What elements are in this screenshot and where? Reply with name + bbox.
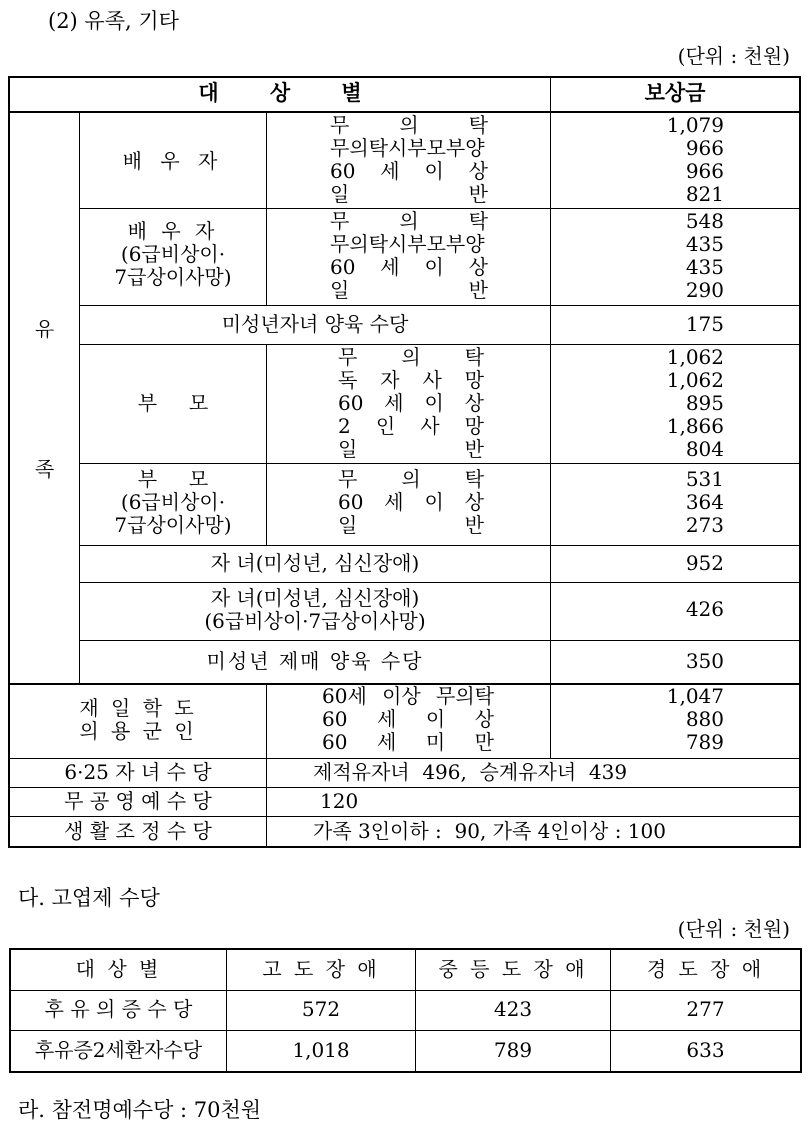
parents-low-label: 부 모 (6급비상이· 7급상이사망) <box>114 467 232 537</box>
list-item: 60 세 이 상 <box>330 255 488 279</box>
list-item: 60 세 이 상 <box>322 707 494 731</box>
table2-cell: 633 <box>686 1038 725 1062</box>
list-item: 60세 이상 무의탁 <box>322 684 494 708</box>
unit-label-1: (단위 : 천원) <box>677 44 790 68</box>
value-cell: 273 <box>685 513 724 537</box>
list-item: 일 반 <box>338 513 484 537</box>
table2-cell: 423 <box>493 997 533 1021</box>
table2-cell: 789 <box>493 1038 533 1062</box>
minor-sibling-value: 350 <box>685 649 724 673</box>
korean-war-children-label: 6·25 자 녀 수 당 <box>64 760 212 784</box>
children-low-label: 자 녀(미성년, 심신장애) (6급비상이·7급상이사망) <box>204 586 426 633</box>
table2-row-label: 후유증2세환자수당 <box>34 1038 203 1062</box>
list-item: 60 세 이 상 <box>330 159 488 183</box>
list-item: 무의탁시부모부양 <box>330 136 485 160</box>
value-cell: 821 <box>685 182 724 206</box>
table2-cell: 1,018 <box>292 1038 350 1062</box>
table2-header-target: 대 상 별 <box>75 957 162 981</box>
children-value: 952 <box>685 551 724 575</box>
value-cell: 1,079 <box>666 113 724 137</box>
table2-header-severe: 고 도 장 애 <box>262 957 380 981</box>
children-low-value: 426 <box>685 597 724 621</box>
list-item: 60 세 이 상 <box>338 391 484 415</box>
japan-conscripts-label: 재 일 학 도 의 용 군 인 <box>79 696 197 743</box>
minor-child-value: 175 <box>685 312 724 336</box>
korean-war-children-content: 제적유자녀 496, 승계유자녀 439 <box>313 760 628 784</box>
value-cell: 789 <box>685 730 724 754</box>
list-item: 무 의 탁 <box>330 113 488 137</box>
spouse-label: 배 우 자 <box>122 149 224 173</box>
parents-label: 부 모 <box>137 391 209 415</box>
value-cell: 435 <box>685 255 724 279</box>
value-cell: 1,047 <box>666 684 724 708</box>
table2-cell: 572 <box>301 997 341 1021</box>
unit-label-2: (단위 : 천원) <box>677 917 790 941</box>
living-adjust-label: 생 활 조 정 수 당 <box>64 819 212 843</box>
family-label-bottom: 족 <box>34 457 55 481</box>
list-item: 일 반 <box>330 182 488 206</box>
table2-cell: 277 <box>686 997 725 1021</box>
list-item: 일 반 <box>330 278 488 302</box>
value-cell: 966 <box>685 136 724 160</box>
list-item: 무 의 탁 <box>338 345 484 369</box>
section-ra: 라. 참전명예수당 : 70천원 <box>18 1098 262 1122</box>
family-label-top: 유 <box>34 317 55 341</box>
value-cell: 1,062 <box>666 345 724 369</box>
list-item: 2 인 사 망 <box>338 414 484 438</box>
value-cell: 880 <box>685 707 724 731</box>
list-item: 60 세 이 상 <box>338 490 484 514</box>
merit-honor-content: 120 <box>320 789 359 813</box>
list-item: 일 반 <box>338 437 484 461</box>
living-adjust-content: 가족 3인이하 : 90, 가족 4인이상 : 100 <box>313 819 666 843</box>
header-target: 대 상 별 <box>198 81 362 105</box>
section-da-title: 다. 고엽제 수당 <box>18 886 160 910</box>
value-cell: 966 <box>685 159 724 183</box>
value-cell: 548 <box>685 209 724 233</box>
list-item: 독 자 사 망 <box>338 368 484 392</box>
value-cell: 364 <box>685 490 724 514</box>
list-item: 무 의 탁 <box>330 209 488 233</box>
value-cell: 895 <box>685 391 724 415</box>
spouse-low-label: 배 우 자 (6급비상이· 7급상이사망) <box>114 219 232 289</box>
table2-header-moderate: 중 등 도 장 애 <box>438 957 588 981</box>
list-item: 무 의 탁 <box>338 467 484 491</box>
value-cell: 435 <box>685 232 724 256</box>
value-cell: 290 <box>685 278 724 302</box>
value-cell: 1,062 <box>666 368 724 392</box>
minor-child-label: 미성년자녀 양육 수당 <box>221 312 409 336</box>
list-item: 무의탁시부모부양 <box>330 232 485 256</box>
table2-header-mild: 경 도 장 애 <box>646 957 765 981</box>
minor-sibling-label: 미성년 제매 양육 수당 <box>206 649 424 673</box>
value-cell: 1,866 <box>666 414 724 438</box>
table2-row-label: 후 유 의 증 수 당 <box>44 997 193 1021</box>
header-amount: 보상금 <box>644 81 706 105</box>
children-label: 자 녀(미성년, 심신장애) <box>210 551 420 575</box>
value-cell: 804 <box>685 437 724 461</box>
list-item: 60 세 미 만 <box>322 730 494 754</box>
merit-honor-label: 무 공 영 예 수 당 <box>64 789 212 813</box>
value-cell: 531 <box>685 467 724 491</box>
section2-title: (2) 유족, 기타 <box>48 9 179 33</box>
